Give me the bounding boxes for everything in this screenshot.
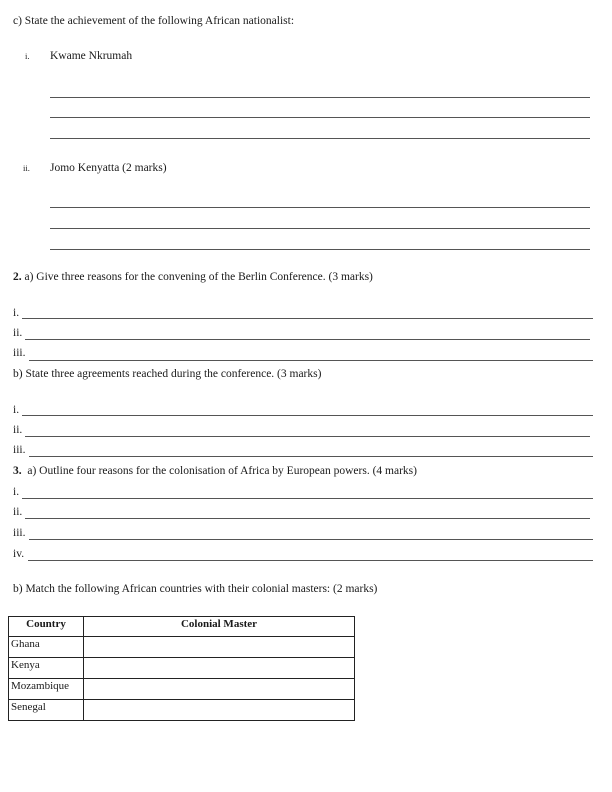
item-number: iii. — [13, 347, 26, 359]
item-number: iv. — [13, 548, 25, 560]
table-row — [9, 658, 355, 679]
item-number: i. — [13, 486, 20, 498]
colonial-master-cell[interactable] — [84, 658, 355, 679]
answer-line[interactable] — [50, 117, 590, 118]
item-number: ii. — [13, 424, 23, 436]
question-text: a) Give three reasons for the convening of the Berlin Conference. (3 marks) — [21, 271, 373, 283]
item-number: iii. — [13, 444, 26, 456]
table-row — [9, 637, 355, 658]
question-2a-text — [13, 270, 373, 284]
table-row — [9, 679, 355, 700]
colonial-master-cell[interactable] — [84, 700, 355, 721]
question-2b-text: b) State three agreements reached during the conference. (3 marks) — [13, 368, 322, 380]
answer-line[interactable] — [22, 318, 593, 319]
question-text: a) Outline four reasons for the colonisation of Africa by European powers. (4 marks) — [21, 465, 417, 477]
country-cell: Kenya — [9, 658, 84, 679]
question-c-text: c) State the achievement of the following African nationalist: — [13, 15, 295, 27]
answer-line[interactable] — [22, 415, 593, 416]
item-number: i. — [25, 51, 30, 61]
answer-line[interactable] — [50, 97, 590, 98]
question-number: 3. — [13, 465, 22, 477]
answer-line[interactable] — [25, 436, 590, 437]
answer-line[interactable] — [50, 249, 590, 250]
header-colonial-master: Colonial Master — [84, 617, 355, 637]
question-number: 2. — [13, 271, 22, 283]
country-cell: Mozambique — [9, 679, 84, 700]
colonial-master-cell[interactable] — [84, 679, 355, 700]
item-number: ii. — [13, 327, 23, 339]
table-header-row — [9, 617, 355, 637]
question-3a-text — [13, 464, 417, 478]
item-number: ii. — [13, 506, 23, 518]
item-number: i. — [13, 404, 20, 416]
item-number: i. — [13, 307, 20, 319]
colonial-master-cell[interactable] — [84, 637, 355, 658]
country-cell: Ghana — [9, 637, 84, 658]
answer-line[interactable] — [29, 456, 593, 457]
table-row — [9, 700, 355, 721]
answer-line[interactable] — [29, 539, 593, 540]
answer-line[interactable] — [22, 498, 593, 499]
answer-line[interactable] — [29, 360, 593, 361]
answer-line[interactable] — [50, 207, 590, 208]
nationalist-label: Kwame Nkrumah — [50, 50, 133, 62]
item-number: iii. — [13, 527, 26, 539]
country-cell: Senegal — [9, 700, 84, 721]
answer-line[interactable] — [25, 339, 590, 340]
answer-line[interactable] — [25, 518, 590, 519]
header-country: Country — [9, 617, 84, 637]
answer-line[interactable] — [28, 560, 593, 561]
matching-table — [8, 616, 355, 721]
item-number: ii. — [23, 163, 30, 173]
question-3b-text: b) Match the following African countries with their colonial masters: (2 marks) — [13, 583, 378, 595]
answer-line[interactable] — [50, 228, 590, 229]
answer-line[interactable] — [50, 138, 590, 139]
nationalist-label: Jomo Kenyatta (2 marks) — [50, 162, 167, 174]
